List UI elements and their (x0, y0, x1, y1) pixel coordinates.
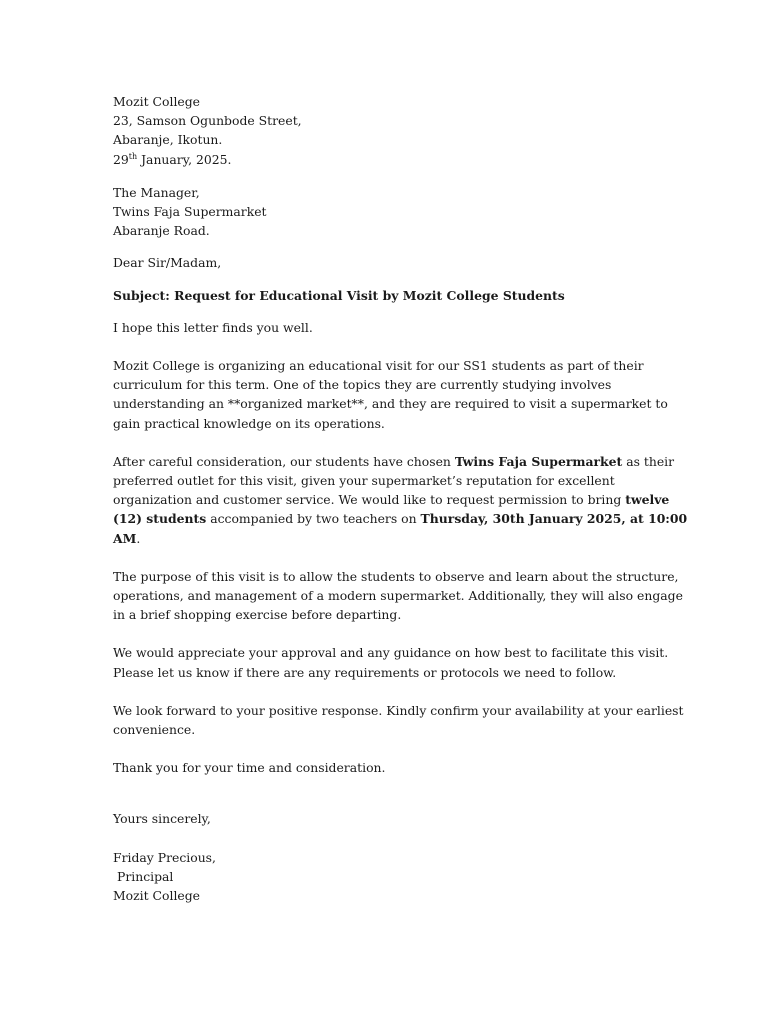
recipient-title: The Manager, (113, 184, 200, 200)
thanks (113, 758, 653, 777)
signatory-name: Friday Precious, (113, 849, 216, 865)
paragraph-3-line: operations, and management of a modern supermarket. Additionally, they will also engage (113, 588, 683, 604)
sender-area: Abaranje, Ikotun. (113, 132, 223, 148)
paragraph-1 (113, 356, 668, 433)
closing-text: Yours sincerely, (113, 811, 211, 827)
signatory-role: Principal (117, 868, 174, 884)
paragraph-1-line: curriculum for this term. One of the topics they are currently studying involves (113, 377, 612, 393)
paragraph-1-line: gain practical knowledge on its operations. (113, 415, 385, 431)
visit-datetime-bold: AM (113, 530, 137, 546)
subject-line (113, 286, 653, 305)
subject-text: Subject: Request for Educational Visit by Mozit College Students (113, 287, 565, 303)
paragraph-2-text: . (136, 530, 141, 546)
recipient-company: Twins Faja Supermarket (113, 204, 267, 220)
greeting (113, 318, 653, 337)
student-count-bold: twelve (625, 492, 670, 508)
sender-address (113, 92, 653, 169)
paragraph-4-line: We would appreciate your approval and any guidance on how best to facilitate this visit. (113, 645, 669, 661)
sender-street: 23, Samson Ogunbode Street, (113, 113, 302, 129)
paragraph-2-text: as their (622, 453, 675, 469)
paragraph-2-line (113, 529, 653, 548)
paragraph-5-line: We look forward to your positive response. Kindly confirm your availability at your earliest (113, 702, 684, 718)
paragraph-2-text: After careful consideration, our students have chosen (113, 453, 455, 469)
visit-datetime-bold: Thursday, 30th January 2025, at 10:00 (420, 511, 688, 527)
paragraph-2-line (113, 490, 670, 509)
date-day: 29 (113, 151, 129, 167)
paragraph-3-line: in a brief shopping exercise before departing. (113, 607, 402, 623)
paragraph-4-line: Please let us know if there are any requirements or protocols we need to follow. (113, 664, 617, 680)
letter-date (113, 150, 653, 169)
salutation-text: Dear Sir/Madam, (113, 255, 222, 271)
paragraph-2-text: accompanied by two teachers on (206, 511, 421, 527)
paragraph-5 (113, 701, 684, 739)
paragraph-1-line: Mozit College is organizing an educational visit for our SS1 students as part of their (113, 358, 644, 374)
date-rest: January, 2025. (137, 151, 232, 167)
date-suffix: th (128, 151, 138, 161)
paragraph-2-line (113, 452, 675, 471)
paragraph-1-line: understanding an **organized market**, and they are required to visit a supermarket to (113, 396, 668, 412)
letter-body (113, 92, 688, 905)
paragraph-4 (113, 643, 669, 681)
paragraph-3 (113, 567, 683, 625)
paragraph-2-line (113, 509, 688, 528)
supermarket-name-bold: Twins Faja Supermarket (454, 453, 623, 469)
paragraph-2 (113, 452, 688, 548)
closing (113, 809, 653, 828)
sender-name: Mozit College (113, 94, 201, 109)
paragraph-3-line: The purpose of this visit is to allow the students to observe and learn about the structure, (113, 568, 679, 584)
salutation (113, 253, 653, 272)
thanks-text: Thank you for your time and consideration. (113, 760, 386, 776)
recipient-address (113, 183, 653, 241)
signatory-org: Mozit College (113, 888, 201, 904)
paragraph-5-line: convenience. (113, 722, 196, 738)
greeting-text: I hope this letter finds you well. (113, 319, 313, 335)
student-count-bold: (12) students (113, 511, 207, 527)
paragraph-2-text: organization and customer service. We would like to request permission to bring (113, 492, 626, 508)
recipient-road: Abaranje Road. (113, 223, 210, 239)
paragraph-2-line: preferred outlet for this visit, given your supermarket’s reputation for excellent (113, 473, 615, 489)
signature-block (113, 848, 653, 906)
